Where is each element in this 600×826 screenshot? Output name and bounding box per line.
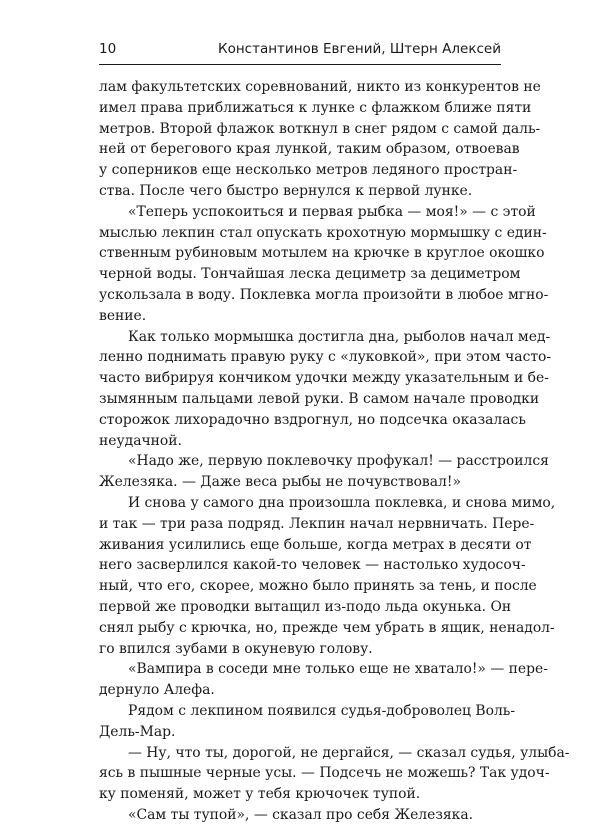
text-line: черной воды. Тончайшая леска дециметр за дециметром	[99, 266, 521, 283]
text-line: Как только мормышка достигла дна, рыболов начал мед-	[128, 328, 551, 345]
text-line: «Надо же, первую поклевочку профукал! — расстроился	[128, 453, 549, 470]
text-line: «Вампира в соседи мне только еще не хватало!» — пере-	[128, 661, 548, 678]
text-line: сторожок лихорадочно вздрогнул, но подсечка оказалась	[99, 411, 526, 428]
text-line: лам факультетских соревнований, никто из конкурентов не	[99, 79, 541, 95]
text-line: неудачной.	[99, 432, 182, 449]
text-line: Дель-Мар.	[99, 723, 176, 740]
text-line: вение.	[99, 307, 147, 324]
text-line: ства. После чего быстро вернулся к первой лунке.	[99, 182, 473, 199]
running-title: Константинов Евгений, Штерн Алексей	[218, 41, 501, 57]
text-line: ку поменяй, может у тебя крючочек тупой.	[99, 786, 421, 803]
header-rule	[99, 64, 501, 65]
text-line: метров. Второй флажок воткнул в снег рядом с самой даль-	[99, 120, 541, 137]
page-number: 10	[99, 41, 117, 57]
text-line: и так — три раза подряд. Лекпин начал нервничать. Пере-	[99, 515, 535, 532]
text-line: первой же проводки вытащил из-подо льда окунька. Он	[99, 598, 512, 615]
text-line: И снова у самого дна произошла поклевка, и снова мимо,	[128, 494, 556, 511]
text-line: мыслью лекпин стал опускать крохотную мормышку с един-	[99, 224, 547, 241]
text-line: зымянным пальцами левой руки. В самом начале проводки	[99, 390, 540, 407]
text-line: у соперников еще несколько метров ледяного простран-	[99, 162, 518, 179]
text-line: имел права приближаться к лунке с флажком ближе пяти	[99, 99, 532, 116]
text-line: ускользала в воду. Поклевка могла произойти в любое мгно-	[99, 286, 549, 303]
text-line: дернуло Алефа.	[99, 682, 215, 699]
text-line: Железяка. — Даже веса рыбы не почувствовал!»	[99, 474, 461, 491]
text-line: Рядом с лекпином появился судья-доброволец Воль-	[128, 702, 516, 719]
text-line: ственным рубиновым мотылем на крючке в круглое окошко	[99, 245, 545, 262]
text-line: часто вибрируя кончиком удочки между указательным и бе-	[99, 370, 549, 387]
text-line: снял рыбу с крючка, но, прежде чем убрать в ящик, ненадол-	[99, 619, 555, 636]
text-line: живания усилились еще больше, когда метрах в десяти от	[99, 536, 532, 553]
text-line: — Ну, что ты, дорогой, не дергайся, — сказал судья, улыба-	[128, 744, 570, 761]
text-line: ясь в пышные черные усы. — Подсечь не можешь? Так удоч-	[99, 765, 550, 782]
text-line: ней от берегового края лункой, таким образом, отвоевав	[99, 141, 520, 158]
text-line: «Сам ты тупой», — сказал про себя Железяка.	[128, 806, 474, 823]
page-header	[99, 41, 501, 57]
text-line: него засверлился какой-то человек — настолько худосоч-	[99, 557, 526, 574]
text-line: «Теперь успокоиться и первая рыбка — моя!» — с этой	[128, 203, 536, 220]
body-text	[99, 77, 570, 826]
text-line: ленно поднимать правую руку с «луковкой», при этом часто-	[99, 349, 552, 366]
text-line: ный, что его, скорее, можно было принять за тень, и после	[99, 578, 537, 595]
text-line: го впился зубами в окуневую голову.	[99, 640, 373, 657]
